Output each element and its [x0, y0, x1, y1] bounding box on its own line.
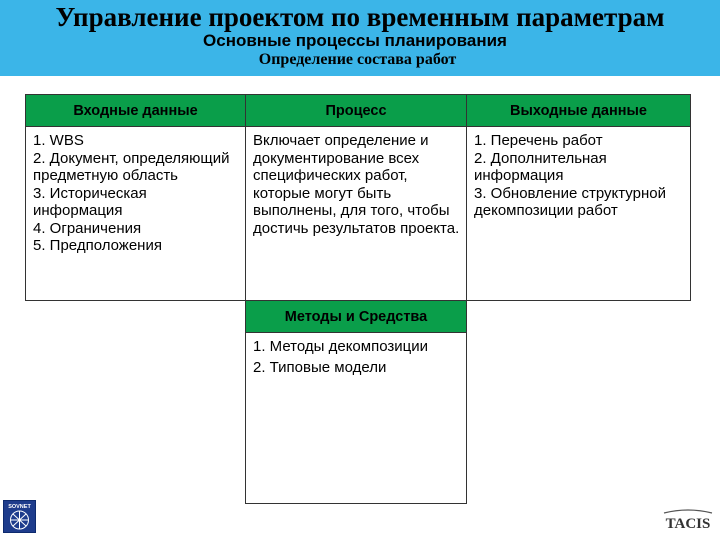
tacis-logo-icon	[660, 507, 716, 533]
inputs-header: Входные данные	[25, 94, 246, 127]
methods-cell	[245, 332, 467, 504]
process-cell	[245, 126, 467, 301]
inputs-item: 3. Историческая информация	[33, 184, 147, 219]
slide-subtitle: Основные процессы планирования	[203, 31, 507, 50]
outputs-item: 3. Обновление структурной декомпозиции работ	[474, 184, 666, 219]
outputs-cell	[466, 126, 691, 301]
sovnet-logo-icon	[3, 500, 36, 533]
slide-section-title: Определение состава работ	[258, 51, 457, 68]
svg-text:SOVNET: SOVNET	[8, 504, 31, 510]
methods-item: 1. Методы декомпозиции	[253, 338, 428, 355]
slide-title: Управление проектом по временным параметрам	[55, 2, 665, 32]
header-banner	[0, 0, 720, 76]
inputs-item: 2. Документ, определяющий предметную область	[33, 149, 230, 184]
process-header: Процесс	[245, 94, 467, 127]
methods-item: 2. Типовые модели	[253, 358, 387, 376]
inputs-cell	[25, 126, 246, 301]
inputs-item: 1. WBS	[33, 132, 84, 149]
methods-header: Методы и Средства	[245, 300, 467, 333]
outputs-item: 2. Дополнительная информация	[474, 149, 607, 184]
inputs-item: 5. Предположения	[33, 237, 162, 254]
outputs-item: 1. Перечень работ	[474, 132, 603, 149]
svg-text:TACIS: TACIS	[665, 516, 711, 532]
inputs-item: 4. Ограничения	[33, 219, 142, 237]
process-description: Включает определение и документирование всех специфических работ, которые могут быть выполнены, для того, чтобы достичь результатов проекта.	[253, 132, 460, 237]
outputs-header: Выходные данные	[466, 94, 691, 127]
